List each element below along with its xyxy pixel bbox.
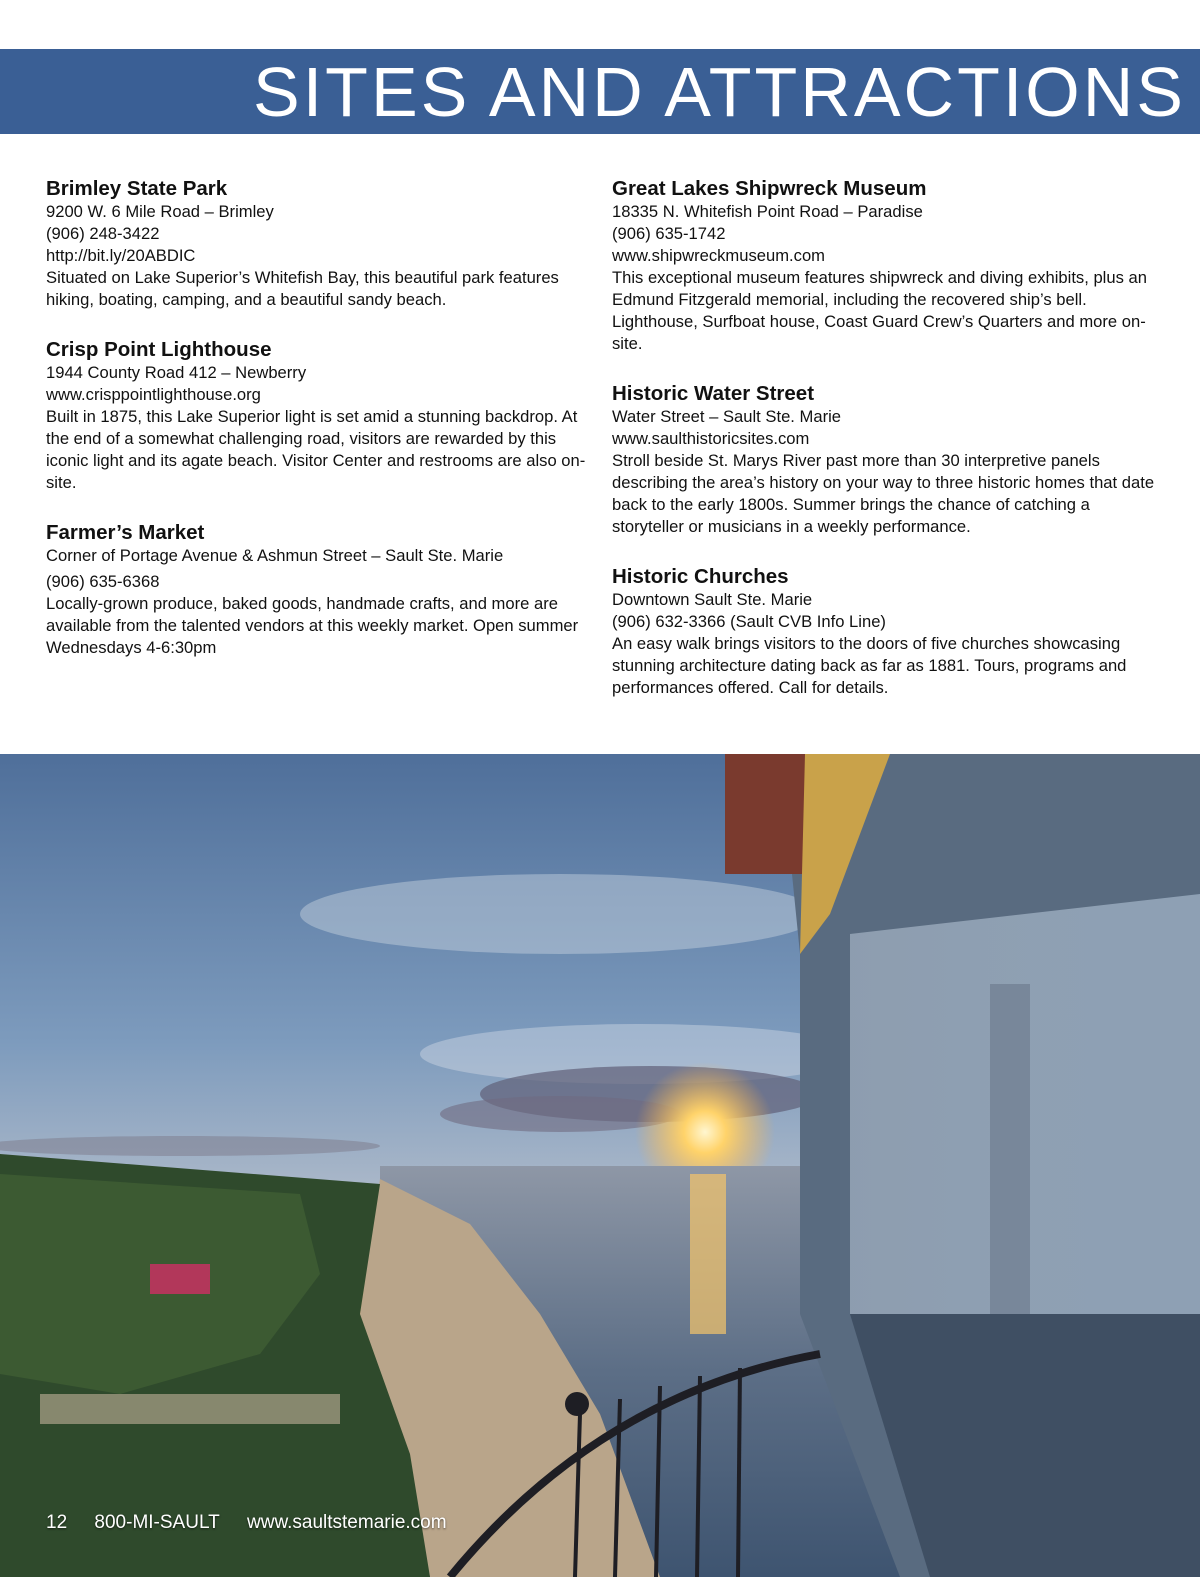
attraction-phone: (906) 635-1742 [612, 224, 726, 243]
attraction-description: Situated on Lake Superior’s Whitefish Bay, this beautiful park features hiking, boating, camping, and a beautiful sandy beach. [46, 268, 559, 309]
attraction-name: Farmer’s Market [46, 521, 205, 544]
attraction-description: An easy walk brings visitors to the doors of five churches showcasing stunning architecture dating back as far as 1881. Tours, programs and performances offered. Call for details. [612, 634, 1127, 697]
attraction-address: Water Street – Sault Ste. Marie [612, 407, 842, 426]
attraction-link[interactable]: www.crisppointlighthouse.org [46, 385, 261, 404]
attraction-link[interactable]: www.shipwreckmuseum.com [612, 246, 826, 265]
attraction-phone: (906) 248-3422 [46, 224, 160, 243]
attraction-link[interactable]: www.saulthistoricsites.com [612, 429, 810, 448]
attraction-description: Locally-grown produce, baked goods, handmade crafts, and more are available from the talented vendors at this weekly market. Open summer Wednesdays 4-6:30pm [46, 594, 579, 657]
attraction-description: Stroll beside St. Marys River past more than 30 interpretive panels describing the area’s history on your way to three historic homes that date back to the early 1800s. Summer brings the chance of catching a storyteller or musicians in a weekly performance. [612, 451, 1155, 536]
attraction-name: Historic Churches [612, 565, 789, 588]
page-footer [46, 1512, 469, 1534]
attraction-name: Crisp Point Lighthouse [46, 338, 272, 361]
right-column [612, 176, 1162, 725]
footer-phone: 800-MI-SAULT [94, 1512, 220, 1533]
attraction-address: 1944 County Road 412 – Newberry [46, 363, 307, 382]
attraction-entry [46, 337, 586, 494]
attraction-address: Downtown Sault Ste. Marie [612, 590, 813, 609]
attraction-entry [612, 176, 1162, 355]
attraction-address: 18335 N. Whitefish Point Road – Paradise [612, 202, 923, 221]
attraction-entry [46, 176, 586, 311]
attraction-address: Corner of Portage Avenue & Ashmun Street – Sault Ste. Marie [46, 546, 504, 565]
footer-website[interactable]: www.saultstemarie.com [247, 1512, 447, 1533]
attraction-address: 9200 W. 6 Mile Road – Brimley [46, 202, 274, 221]
attraction-phone: (906) 632-3366 (Sault CVB Info Line) [612, 612, 886, 631]
attraction-name: Great Lakes Shipwreck Museum [612, 177, 927, 200]
page-number: 12 [46, 1512, 68, 1533]
attraction-name: Historic Water Street [612, 382, 815, 405]
attraction-link[interactable]: http://bit.ly/20ABDIC [46, 246, 196, 265]
attraction-name: Brimley State Park [46, 177, 228, 200]
header-banner [0, 49, 1200, 134]
attraction-entry [612, 564, 1162, 699]
left-column [46, 176, 586, 685]
attraction-entry [612, 381, 1162, 538]
attraction-phone: (906) 635-6368 [46, 572, 160, 591]
attraction-entry [46, 520, 586, 659]
attraction-description: Built in 1875, this Lake Superior light is set amid a stunning backdrop. At the end of a somewhat challenging road, visitors are rewarded by this iconic light and its agate beach. Visitor Center and restrooms are also on-site. [46, 407, 586, 492]
page-title: SITES AND ATTRACTIONS [253, 53, 1186, 131]
lighthouse-sunset-photo [0, 754, 1200, 1577]
attraction-description: This exceptional museum features shipwreck and diving exhibits, plus an Edmund Fitzgerald memorial, including the recovered ship’s bell. Lighthouse, Surfboat house, Coast Guard Crew’s Quarters and more on-site. [612, 268, 1147, 353]
